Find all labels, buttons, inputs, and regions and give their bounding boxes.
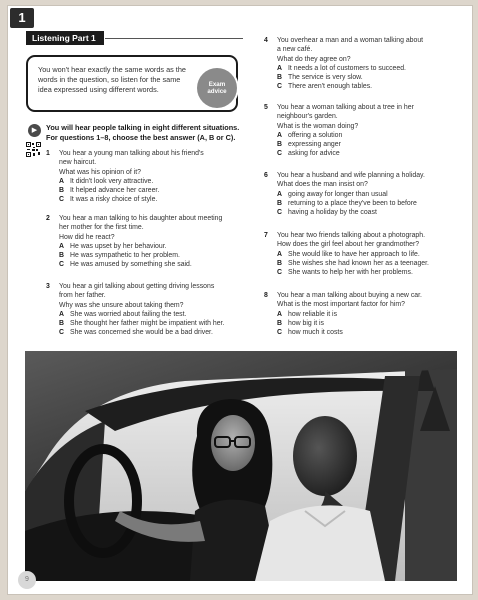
- option-text: It didn't look very attractive.: [70, 177, 154, 185]
- question-stem: You hear a woman talking about a tree in her: [277, 104, 414, 111]
- question-number: 2: [46, 215, 50, 222]
- question-stem: new haircut.: [59, 159, 97, 167]
- option-letter: C: [277, 150, 282, 158]
- question-stem: You hear a young man talking about his friend's: [59, 150, 204, 157]
- option-letter: B: [277, 259, 282, 267]
- option-text: having a holiday by the coast: [288, 209, 377, 217]
- option-text: how big it is: [288, 319, 325, 327]
- question-stem: You hear a husband and wife planning a holiday.: [277, 172, 425, 179]
- audio-icon: ▶: [28, 124, 41, 137]
- option-a[interactable]: [59, 177, 256, 186]
- question-stem: a new café.: [277, 46, 313, 54]
- option-text: She was worried about failing the test.: [70, 310, 187, 318]
- question-ask: What do they agree on?: [277, 55, 351, 63]
- option-letter: C: [59, 196, 64, 204]
- question-stem: You overhear a man and a woman talking about: [277, 37, 424, 44]
- question-stem: You hear a man talking about buying a new car.: [277, 292, 422, 299]
- workbook-page: [7, 5, 473, 595]
- option-letter: A: [59, 242, 64, 250]
- option-letter: C: [277, 83, 282, 91]
- option-a[interactable]: [277, 64, 464, 73]
- option-c[interactable]: [59, 328, 261, 337]
- option-c[interactable]: [277, 328, 469, 337]
- option-text: She wishes she had known her as a teenager.: [288, 259, 429, 267]
- exam-advice-text: You won't hear exactly the same words as the words in the question, so listen for the same idea expressed using different words.: [38, 65, 186, 94]
- question-7: [264, 231, 469, 277]
- option-c[interactable]: [277, 208, 469, 217]
- option-letter: C: [277, 329, 282, 337]
- option-b[interactable]: [277, 319, 469, 328]
- question-number: 6: [264, 172, 268, 179]
- option-letter: B: [277, 199, 282, 207]
- option-text: She would like to have her approach to life.: [288, 250, 420, 258]
- option-a[interactable]: [277, 190, 469, 199]
- option-a[interactable]: [59, 310, 261, 319]
- question-1: [46, 149, 256, 205]
- option-letter: B: [277, 74, 282, 82]
- photo-driving-lesson: [25, 351, 457, 581]
- question-6: [264, 171, 469, 217]
- instructions-line-1: You will hear people talking in eight different situations.: [46, 123, 240, 132]
- option-text: expressing anger: [288, 141, 341, 149]
- option-letter: A: [59, 310, 64, 318]
- option-text: It helped advance her career.: [70, 187, 160, 195]
- option-text: returning to a place they've been to before: [288, 199, 417, 207]
- question-5: [264, 103, 464, 159]
- option-text: She was concerned she would be a bad driver.: [70, 329, 213, 337]
- option-text: asking for advice: [288, 150, 340, 158]
- exam-advice-badge: [197, 68, 237, 108]
- option-letter: A: [277, 64, 282, 72]
- question-ask: What is the most important factor for him?: [277, 301, 405, 309]
- question-stem: You hear two friends talking about a photograph.: [277, 232, 425, 239]
- question-2: [46, 214, 256, 270]
- option-text: It needs a lot of customers to succeed.: [288, 64, 406, 72]
- question-stem: You hear a girl talking about getting driving lessons: [59, 283, 215, 290]
- option-letter: C: [59, 329, 64, 337]
- option-text: She wants to help her with her problems.: [288, 269, 413, 277]
- option-c[interactable]: [59, 260, 256, 269]
- question-ask: What does the man insist on?: [277, 181, 368, 189]
- option-text: how much it costs: [288, 329, 343, 337]
- question-4: [264, 36, 464, 92]
- instructions: [46, 123, 256, 142]
- question-ask: How did he react?: [59, 233, 115, 241]
- option-text: He was upset by her behaviour.: [70, 242, 167, 250]
- question-stem: neighbour's garden.: [277, 113, 338, 121]
- option-text: He was amused by something she said.: [70, 261, 192, 269]
- option-letter: A: [277, 190, 282, 198]
- page-number: 9: [18, 571, 36, 589]
- option-b[interactable]: [59, 186, 256, 195]
- option-b[interactable]: [277, 199, 469, 208]
- question-stem: her mother for the first time.: [59, 224, 144, 232]
- option-c[interactable]: [277, 82, 464, 91]
- option-c[interactable]: [277, 149, 464, 158]
- exam-advice-badge-label: Exam advice: [207, 80, 227, 95]
- option-text: The service is very slow.: [288, 74, 363, 82]
- question-stem: from her father.: [59, 292, 106, 300]
- question-number: 7: [264, 232, 268, 239]
- option-letter: C: [277, 269, 282, 277]
- part-heading: Listening Part 1: [26, 31, 104, 45]
- question-3: [46, 282, 261, 338]
- unit-number: 1: [10, 8, 34, 28]
- option-b[interactable]: [277, 73, 464, 82]
- option-a[interactable]: [277, 250, 469, 259]
- option-letter: A: [277, 131, 282, 139]
- option-a[interactable]: [277, 131, 464, 140]
- instructions-line-2: For questions 1–8, choose the best answer (A, B or C).: [46, 132, 236, 142]
- option-c[interactable]: [277, 268, 469, 277]
- question-number: 8: [264, 292, 268, 299]
- option-letter: B: [59, 252, 64, 260]
- option-b[interactable]: [59, 319, 261, 328]
- option-letter: B: [59, 187, 64, 195]
- question-number: 4: [264, 37, 268, 44]
- question-ask: What was his opinion of it?: [59, 168, 141, 176]
- qr-code-icon: [26, 142, 41, 157]
- question-number: 3: [46, 283, 50, 290]
- question-ask: What is the woman doing?: [277, 122, 359, 130]
- option-c[interactable]: [59, 195, 256, 204]
- option-b[interactable]: [277, 140, 464, 149]
- option-text: how reliable it is: [288, 310, 338, 318]
- question-number: 1: [46, 150, 50, 157]
- question-8: [264, 291, 469, 337]
- option-text: going away for longer than usual: [288, 190, 388, 198]
- option-text: She thought her father might be impatient with her.: [70, 320, 225, 328]
- option-text: offering a solution: [288, 131, 343, 139]
- option-letter: A: [277, 310, 282, 318]
- option-letter: B: [59, 320, 64, 328]
- option-letter: C: [59, 261, 64, 269]
- heading-rule: [105, 38, 243, 39]
- option-a[interactable]: [59, 242, 256, 251]
- option-text: There aren't enough tables.: [288, 83, 373, 91]
- question-stem: You hear a man talking to his daughter about meeting: [59, 215, 223, 222]
- option-b[interactable]: [277, 259, 469, 268]
- option-b[interactable]: [59, 251, 256, 260]
- exam-advice-box: [26, 55, 238, 112]
- option-a[interactable]: [277, 310, 469, 319]
- option-letter: B: [277, 319, 282, 327]
- option-letter: A: [277, 250, 282, 258]
- question-ask: Why was she unsure about taking them?: [59, 301, 184, 309]
- option-letter: C: [277, 209, 282, 217]
- option-letter: A: [59, 177, 64, 185]
- option-letter: B: [277, 141, 282, 149]
- option-text: He was sympathetic to her problem.: [70, 252, 180, 260]
- option-text: It was a risky choice of style.: [70, 196, 158, 204]
- question-number: 5: [264, 104, 268, 111]
- question-ask: How does the girl feel about her grandmother?: [277, 241, 420, 249]
